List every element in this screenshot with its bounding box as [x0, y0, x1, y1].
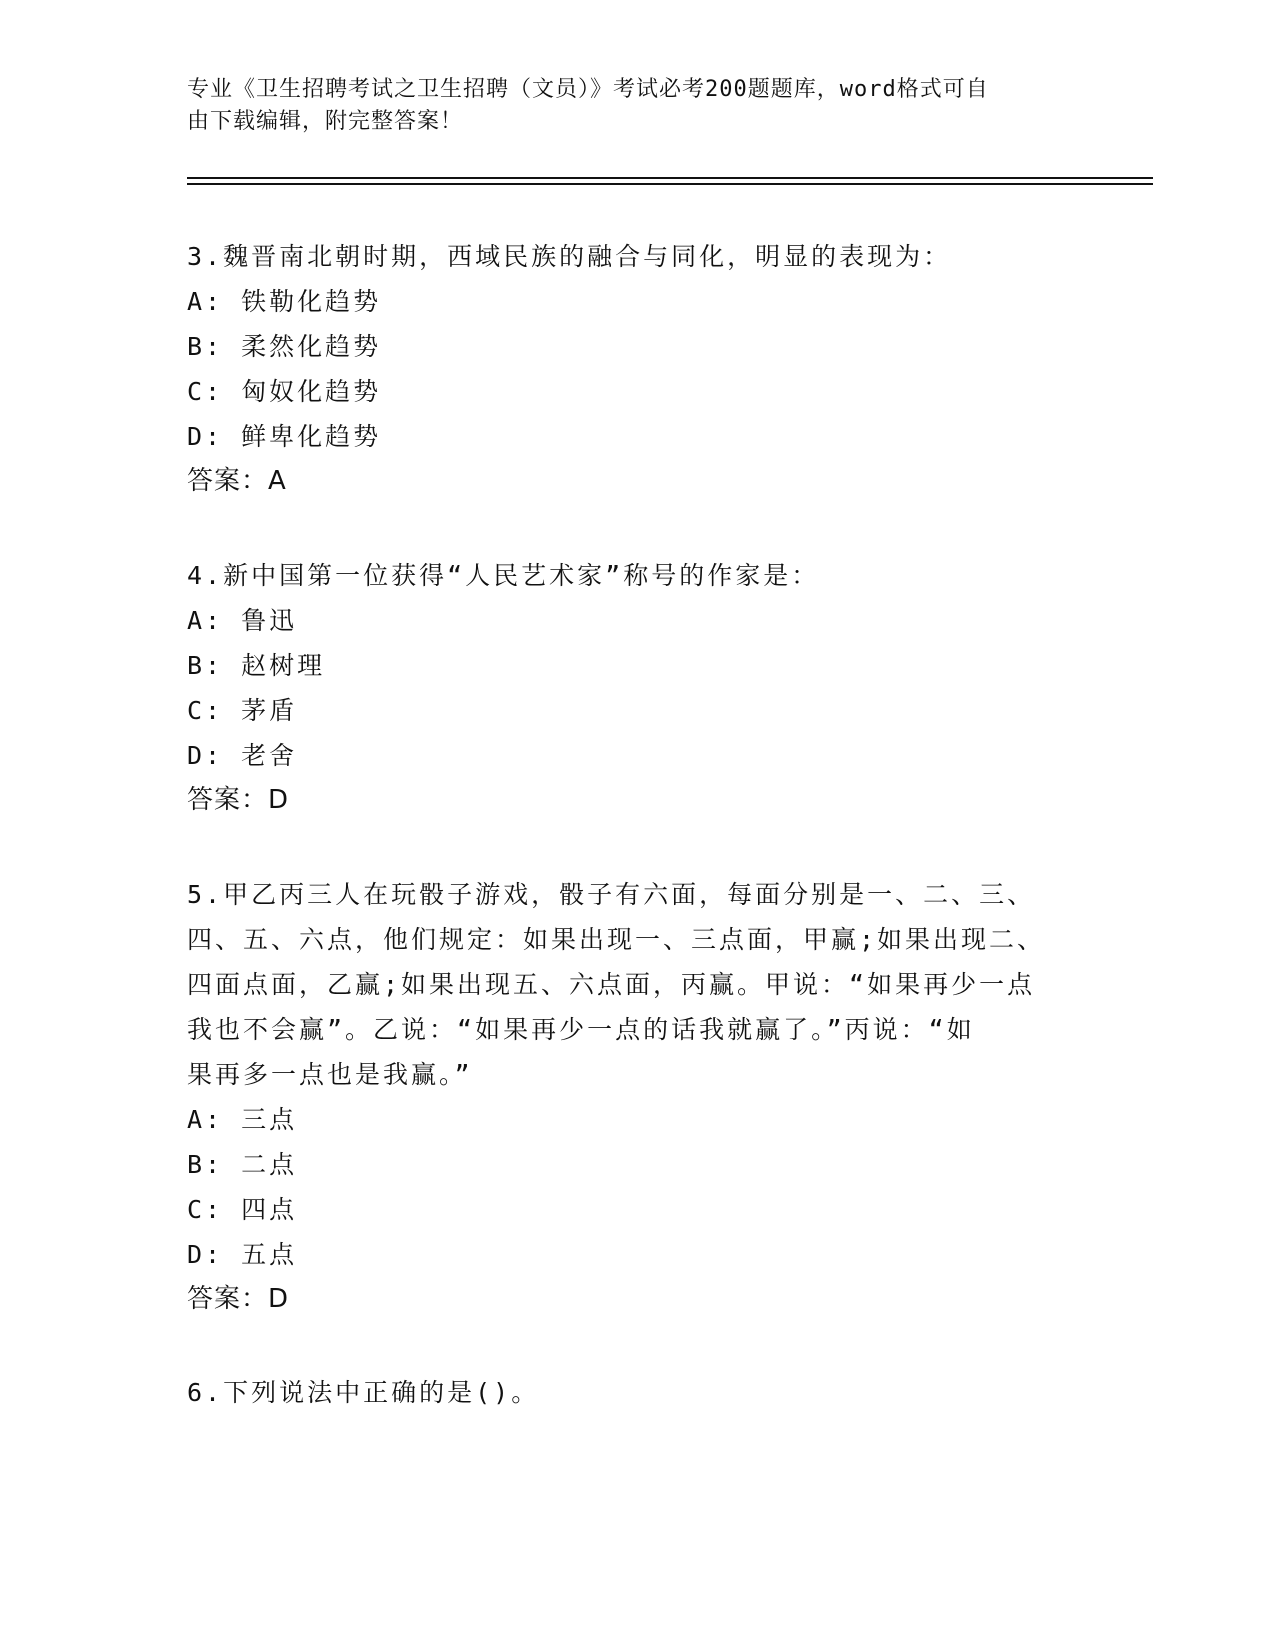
option-c: C: 四点: [187, 1195, 298, 1224]
option-c: C: 匈奴化趋势: [187, 377, 382, 406]
question-stem-line: 四面点面，乙赢;如果出现五、六点面，丙赢。甲说：“如果再少一点: [187, 970, 1036, 999]
answer-line: 答案：D: [187, 785, 290, 815]
header-line-2: 由下载编辑，附完整答案！: [187, 109, 464, 134]
option-d: D: 鲜卑化趋势: [187, 422, 382, 451]
question-6: [187, 1370, 1077, 1415]
answer-line: 答案：A: [187, 466, 287, 496]
option-b: B: 赵树理: [187, 651, 326, 680]
header-line-1: 专业《卫生招聘考试之卫生招聘（文员）》考试必考200题题库，word格式可自: [187, 77, 989, 102]
header-divider-top: [187, 177, 1153, 179]
option-d: D: 五点: [187, 1240, 298, 1269]
question-stem-line: 5.甲乙丙三人在玩骰子游戏，骰子有六面，每面分别是一、二、三、: [187, 880, 1036, 909]
option-d: D: 老舍: [187, 741, 298, 770]
option-c: C: 茅盾: [187, 696, 298, 725]
option-b: B: 二点: [187, 1150, 298, 1179]
question-stem: 4.新中国第一位获得“人民艺术家”称号的作家是：: [187, 561, 820, 590]
question-5: [187, 872, 1077, 1322]
question-stem: 3.魏晋南北朝时期，西域民族的融合与同化，明显的表现为：: [187, 242, 952, 271]
question-stem-line: 四、五、六点，他们规定：如果出现一、三点面，甲赢;如果出现二、: [187, 925, 1046, 954]
header-divider-bottom: [187, 183, 1153, 185]
option-a: A: 铁勒化趋势: [187, 287, 382, 316]
option-a: A: 鲁迅: [187, 606, 298, 635]
option-b: B: 柔然化趋势: [187, 332, 382, 361]
option-a: A: 三点: [187, 1105, 298, 1134]
question-4: [187, 553, 1077, 823]
answer-line: 答案：D: [187, 1284, 290, 1314]
question-3: [187, 234, 1077, 504]
question-stem: 6.下列说法中正确的是()。: [187, 1378, 540, 1407]
question-stem-line: 我也不会赢”。乙说：“如果再少一点的话我就赢了。”丙说：“如: [187, 1015, 975, 1044]
question-stem-line: 果再多一点也是我赢。”: [187, 1060, 473, 1089]
document-header: [187, 74, 1067, 138]
